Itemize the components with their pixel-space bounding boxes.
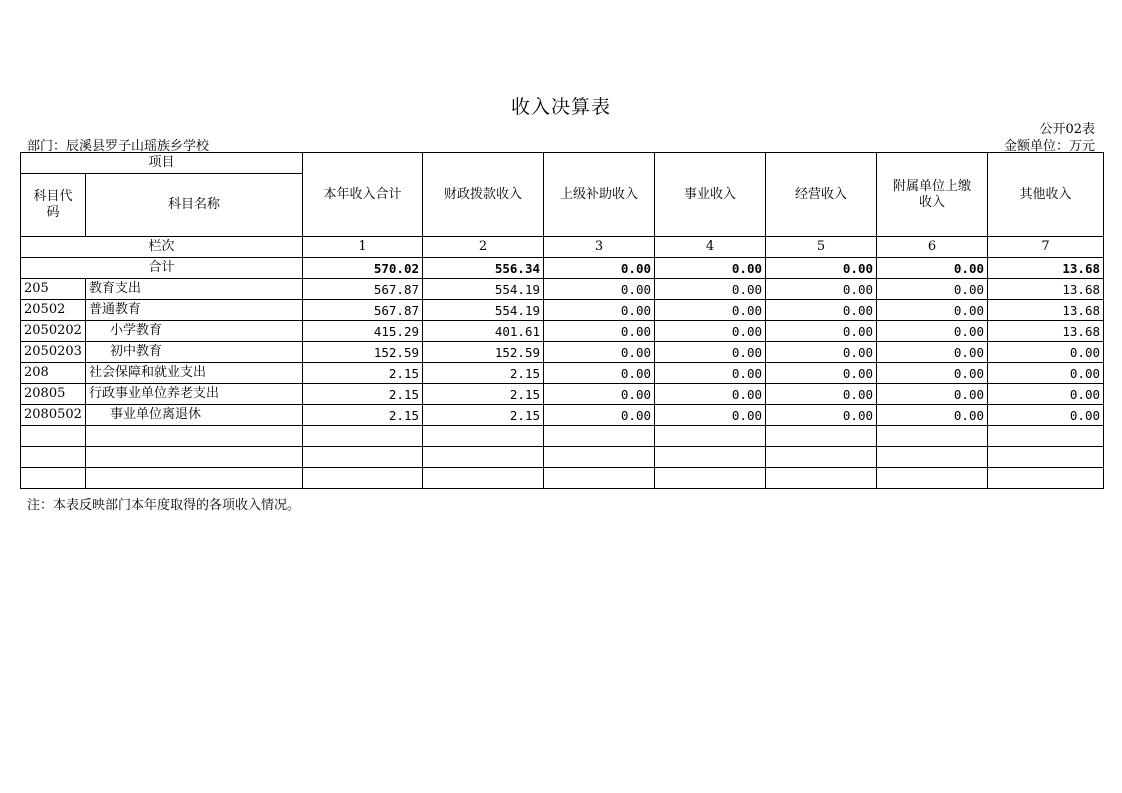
row-value: 152.59: [303, 342, 423, 363]
row-value: 0.00: [544, 342, 655, 363]
empty-cell: [655, 426, 766, 447]
empty-cell: [988, 426, 1104, 447]
row-value: 0.00: [655, 279, 766, 300]
row-value: 0.00: [655, 321, 766, 342]
header-col-3: 上级补助收入: [544, 153, 655, 237]
row-name: 教育支出: [86, 279, 303, 300]
row-value: 0.00: [988, 384, 1104, 405]
total-value: 0.00: [655, 258, 766, 279]
total-value: 556.34: [423, 258, 544, 279]
row-name: 事业单位离退休: [86, 405, 303, 426]
total-value: 570.02: [303, 258, 423, 279]
table-row: [21, 384, 1104, 405]
empty-cell: [877, 468, 988, 489]
row-value: 0.00: [544, 300, 655, 321]
table-row: [21, 279, 1104, 300]
row-value: 0.00: [877, 321, 988, 342]
row-value: 13.68: [988, 300, 1104, 321]
column-index-4: 4: [655, 237, 766, 258]
row-value: 0.00: [544, 405, 655, 426]
header-col-5: 经营收入: [766, 153, 877, 237]
row-value: 0.00: [988, 342, 1104, 363]
row-value: 0.00: [877, 342, 988, 363]
department-label: 部门：辰溪县罗子山瑶族乡学校: [27, 139, 210, 154]
row-value: 2.15: [423, 384, 544, 405]
empty-cell: [86, 468, 303, 489]
row-code: 208: [21, 363, 86, 384]
row-value: 2.15: [303, 384, 423, 405]
header-item: 项目: [21, 153, 303, 174]
row-value: 0.00: [655, 363, 766, 384]
row-code: 2050202: [21, 321, 86, 342]
row-name: 普通教育: [86, 300, 303, 321]
empty-cell: [544, 426, 655, 447]
column-index-2: 2: [423, 237, 544, 258]
empty-cell: [877, 426, 988, 447]
column-index-3: 3: [544, 237, 655, 258]
empty-cell: [303, 468, 423, 489]
row-value: 0.00: [655, 342, 766, 363]
empty-cell: [988, 447, 1104, 468]
row-value: 0.00: [877, 384, 988, 405]
empty-cell: [766, 447, 877, 468]
column-index-7: 7: [988, 237, 1104, 258]
empty-cell: [21, 426, 86, 447]
row-value: 13.68: [988, 321, 1104, 342]
row-value: 0.00: [766, 342, 877, 363]
row-value: 2.15: [303, 405, 423, 426]
total-value: 0.00: [877, 258, 988, 279]
row-value: 0.00: [988, 405, 1104, 426]
footnote: 注：本表反映部门本年度取得的各项收入情况。: [27, 498, 301, 513]
row-value: 0.00: [877, 279, 988, 300]
empty-row: [21, 426, 1104, 447]
page-title: 收入决算表: [510, 96, 611, 118]
total-value: 13.68: [988, 258, 1104, 279]
row-value: 0.00: [544, 321, 655, 342]
empty-cell: [21, 468, 86, 489]
empty-cell: [21, 447, 86, 468]
empty-cell: [86, 447, 303, 468]
income-table: [20, 152, 1104, 489]
row-value: 0.00: [766, 384, 877, 405]
header-code: 科目代码: [21, 174, 86, 237]
total-row: [21, 258, 1104, 279]
empty-cell: [655, 468, 766, 489]
empty-cell: [655, 447, 766, 468]
row-code: 20502: [21, 300, 86, 321]
header-col-1: 本年收入合计: [303, 153, 423, 237]
empty-cell: [303, 426, 423, 447]
row-code: 20805: [21, 384, 86, 405]
empty-cell: [423, 426, 544, 447]
form-number: 公开02表: [1039, 122, 1095, 137]
header-col-4: 事业收入: [655, 153, 766, 237]
total-value: 0.00: [766, 258, 877, 279]
row-name: 初中教育: [86, 342, 303, 363]
empty-cell: [423, 447, 544, 468]
empty-cell: [766, 426, 877, 447]
empty-cell: [877, 447, 988, 468]
header-col-6: 附属单位上缴收入: [877, 153, 988, 237]
row-code: 2080502: [21, 405, 86, 426]
empty-cell: [544, 468, 655, 489]
row-value: 0.00: [766, 321, 877, 342]
row-value: 0.00: [544, 363, 655, 384]
row-value: 0.00: [655, 384, 766, 405]
row-name: 小学教育: [86, 321, 303, 342]
empty-cell: [988, 468, 1104, 489]
column-index-5: 5: [766, 237, 877, 258]
column-index-1: 1: [303, 237, 423, 258]
row-value: 2.15: [423, 405, 544, 426]
row-name: 社会保障和就业支出: [86, 363, 303, 384]
row-value: 0.00: [655, 405, 766, 426]
table-row: [21, 363, 1104, 384]
row-value: 401.61: [423, 321, 544, 342]
table-row: [21, 300, 1104, 321]
table-row: [21, 405, 1104, 426]
row-value: 2.15: [303, 363, 423, 384]
row-value: 415.29: [303, 321, 423, 342]
row-value: 152.59: [423, 342, 544, 363]
row-value: 567.87: [303, 279, 423, 300]
row-value: 0.00: [766, 405, 877, 426]
row-value: 0.00: [655, 300, 766, 321]
table-row: [21, 321, 1104, 342]
empty-row: [21, 447, 1104, 468]
row-value: 0.00: [988, 363, 1104, 384]
row-value: 567.87: [303, 300, 423, 321]
row-value: 0.00: [766, 279, 877, 300]
row-value: 0.00: [544, 384, 655, 405]
table-row: [21, 342, 1104, 363]
total-label: 合计: [21, 258, 303, 279]
row-value: 554.19: [423, 279, 544, 300]
empty-cell: [544, 447, 655, 468]
header-col-2: 财政拨款收入: [423, 153, 544, 237]
column-index-6: 6: [877, 237, 988, 258]
column-index-label: 栏次: [21, 237, 303, 258]
header-name: 科目名称: [86, 174, 303, 237]
empty-cell: [86, 426, 303, 447]
amount-unit-label: 金额单位：万元: [1003, 139, 1095, 154]
total-value: 0.00: [544, 258, 655, 279]
empty-cell: [303, 447, 423, 468]
empty-cell: [423, 468, 544, 489]
row-value: 0.00: [877, 363, 988, 384]
empty-row: [21, 468, 1104, 489]
row-value: 2.15: [423, 363, 544, 384]
row-name: 行政事业单位养老支出: [86, 384, 303, 405]
row-value: 554.19: [423, 300, 544, 321]
row-value: 0.00: [877, 405, 988, 426]
row-value: 0.00: [544, 279, 655, 300]
row-code: 205: [21, 279, 86, 300]
row-code: 2050203: [21, 342, 86, 363]
row-value: 0.00: [877, 300, 988, 321]
header-col-7: 其他收入: [988, 153, 1104, 237]
row-value: 0.00: [766, 363, 877, 384]
row-value: 0.00: [766, 300, 877, 321]
row-value: 13.68: [988, 279, 1104, 300]
empty-cell: [766, 468, 877, 489]
